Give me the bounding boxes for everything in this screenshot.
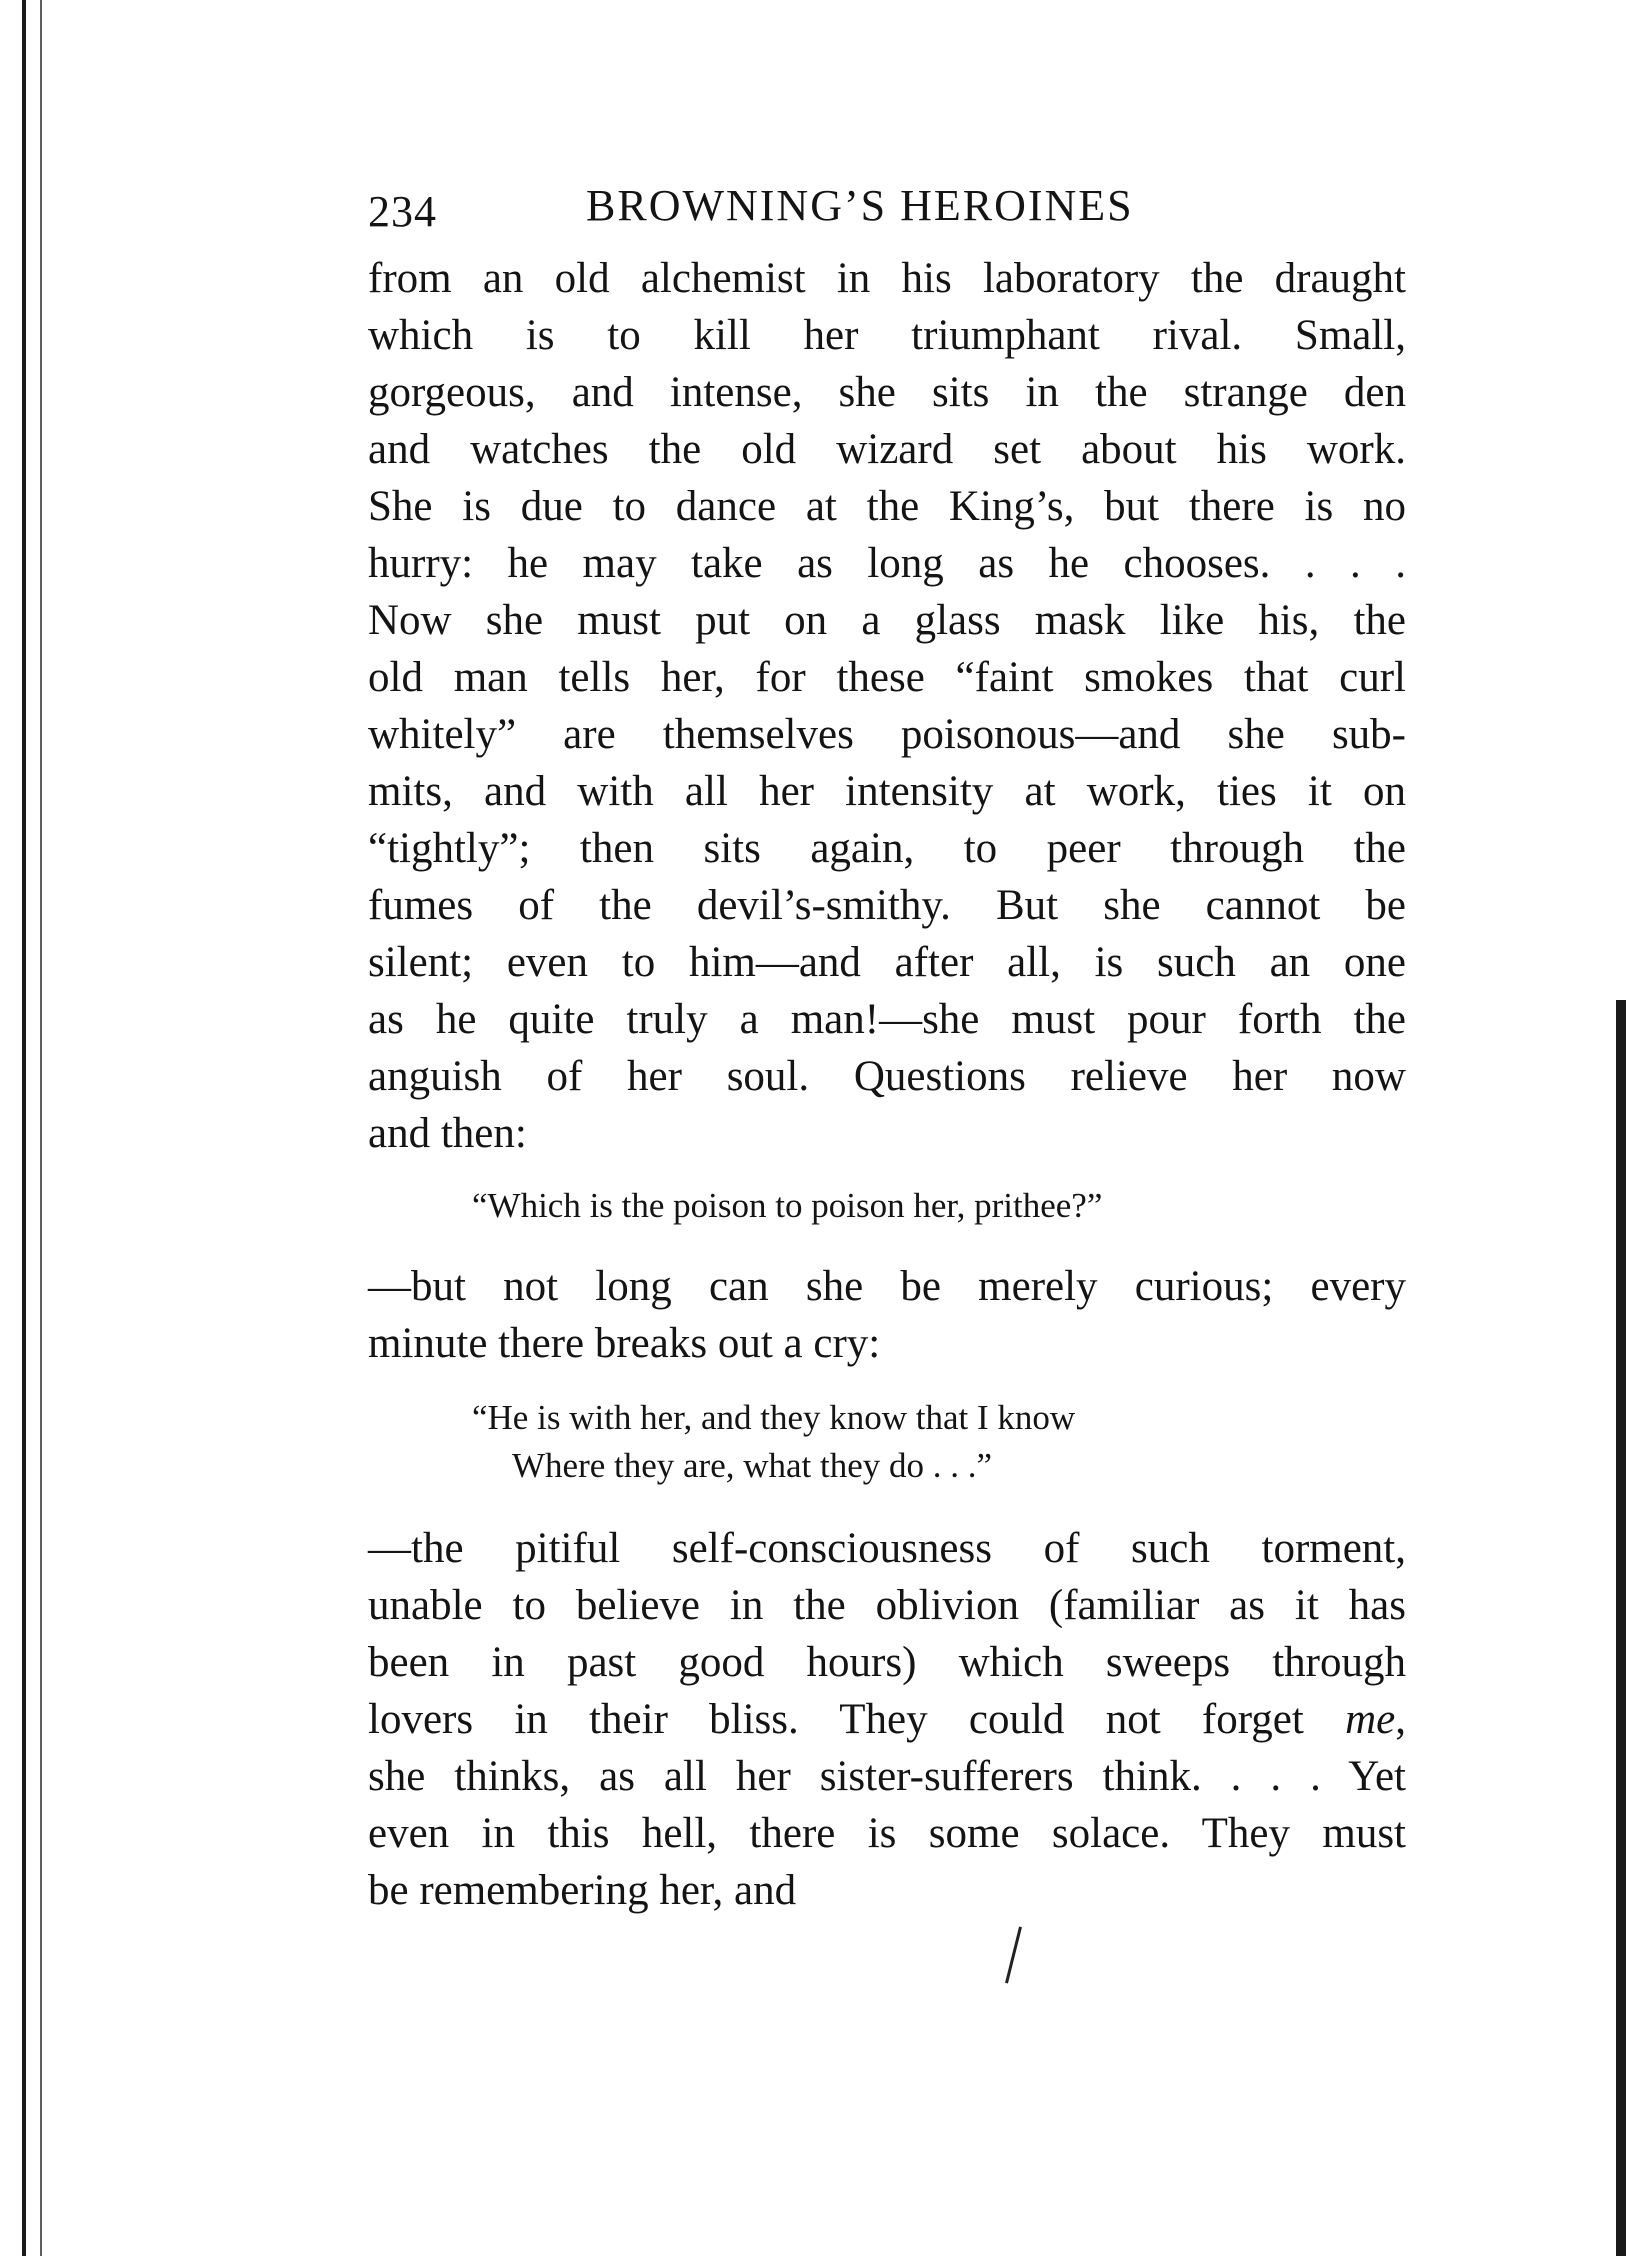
text-line: and watches the old wizard set about his work.: [368, 426, 1406, 473]
text-line: be remembering her, and: [368, 1867, 797, 1914]
text-line: —the pitiful self-consciousness of such torment,: [368, 1525, 1406, 1572]
paragraph-2: [368, 1258, 1406, 1372]
text-line: she thinks, as all her sister-sufferers think. . . . Yet: [368, 1753, 1406, 1800]
paragraph-3: [368, 1520, 1406, 1919]
italic-word: me: [1345, 1696, 1396, 1743]
binding-edge-line: [22, 0, 26, 2256]
text-line: and then:: [368, 1110, 527, 1157]
text-line: She is due to dance at the King’s, but there is no: [368, 483, 1406, 530]
text-line: hurry: he may take as long as he chooses. . . .: [368, 540, 1406, 587]
quote-line: Where they are, what they do . . .”: [512, 1446, 993, 1485]
text-line: as he quite truly a man!—she must pour forth the: [368, 996, 1406, 1043]
page-edge-shadow: [1616, 1000, 1626, 2256]
text-line: fumes of the devil’s-smithy. But she cannot be: [368, 882, 1406, 929]
text-line: unable to believe in the oblivion (familiar as it has: [368, 1582, 1406, 1629]
text-line: mits, and with all her intensity at work, ties it on: [368, 768, 1406, 815]
text-line: anguish of her soul. Questions relieve her now: [368, 1053, 1406, 1100]
text-line: —but not long can she be merely curious; every: [368, 1263, 1406, 1310]
text-segment: ,: [1395, 1696, 1406, 1743]
book-title-header: BROWNING’S HEROINES: [586, 181, 1134, 230]
text-line: old man tells her, for these “faint smokes that curl: [368, 654, 1406, 701]
paragraph-1: [368, 250, 1406, 1162]
book-page: [368, 180, 1406, 1919]
page-number: 234: [368, 187, 437, 236]
text-line: [368, 1691, 1406, 1748]
text-line: been in past good hours) which sweeps through: [368, 1639, 1406, 1686]
block-quote-1: [368, 1182, 1406, 1230]
text-line: from an old alchemist in his laboratory the draught: [368, 255, 1406, 302]
text-line: which is to kill her triumphant rival. Small,: [368, 312, 1406, 359]
pencil-mark: [1005, 1926, 1022, 1983]
text-line: even in this hell, there is some solace. They must: [368, 1810, 1406, 1857]
text-line: whitely” are themselves poisonous—and she sub-: [368, 711, 1406, 758]
quote-line: “Which is the poison to poison her, prithee?”: [472, 1186, 1103, 1225]
text-line: silent; even to him—and after all, is such an one: [368, 939, 1406, 986]
text-line: gorgeous, and intense, she sits in the strange den: [368, 369, 1406, 416]
quote-line: “He is with her, and they know that I know: [472, 1398, 1076, 1437]
text-line: “tightly”; then sits again, to peer through the: [368, 825, 1406, 872]
text-segment: lovers in their bliss. They could not forget: [368, 1696, 1346, 1743]
text-line: minute there breaks out a cry:: [368, 1320, 881, 1367]
binding-edge-line: [40, 0, 42, 2256]
block-quote-2: [368, 1394, 1406, 1490]
text-line: Now she must put on a glass mask like his, the: [368, 597, 1406, 644]
running-head: [368, 180, 1406, 250]
